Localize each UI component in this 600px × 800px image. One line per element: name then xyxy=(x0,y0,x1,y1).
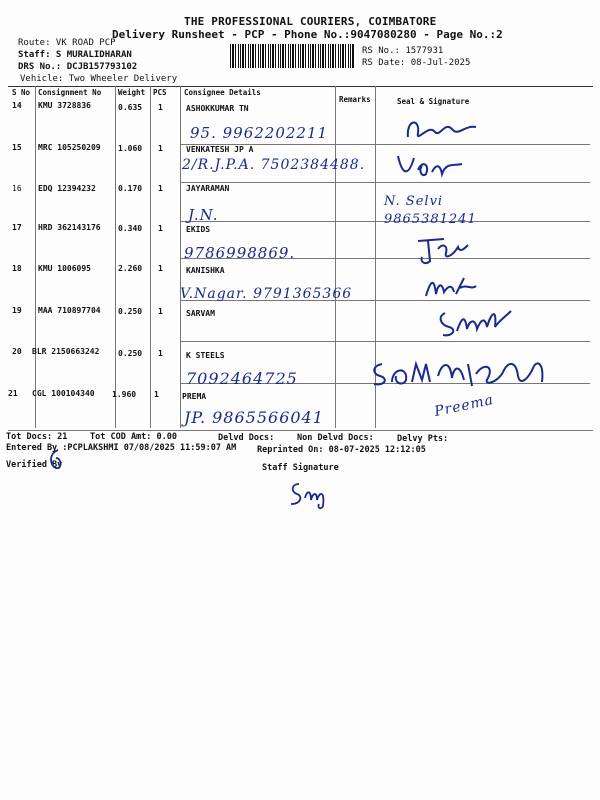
cell-weight: 0.635 xyxy=(118,103,143,112)
cell-weight: 2.260 xyxy=(118,264,143,273)
vehicle-label: Vehicle: Two Wheeler Delivery xyxy=(20,74,178,84)
signature-mark xyxy=(408,235,478,267)
cell-pcs: 1 xyxy=(158,184,163,193)
cell-consignee: KANISHKA xyxy=(186,266,225,275)
reprinted-on: Reprinted On: 08-07-2025 12:12:05 xyxy=(257,445,426,455)
handwritten-note: 95. 9962202211 xyxy=(190,124,329,142)
col-header-remarks: Remarks xyxy=(339,95,371,104)
cell-pcs: 1 xyxy=(158,349,163,358)
staff-signature xyxy=(287,478,337,510)
cell-pcs: 1 xyxy=(158,264,163,273)
delivered-docs: Delvd Docs: xyxy=(218,433,275,443)
staff-label: Staff: S MURALIDHARAN xyxy=(18,50,132,60)
row-divider xyxy=(180,341,590,342)
cell-consignment: CGL 100104340 xyxy=(32,389,95,398)
cell-consignment: EDQ 12394232 xyxy=(38,184,96,193)
signature-mark xyxy=(420,272,480,302)
staff-signature-label: Staff Signature xyxy=(262,463,339,473)
cell-consignee: K STEELS xyxy=(186,351,225,360)
handwritten-note: JP. 9865566041 xyxy=(184,408,324,427)
cell-pcs: 1 xyxy=(158,307,163,316)
cell-consignee: PREMA xyxy=(182,392,207,401)
cell-consignee: VENKATESH JP A xyxy=(186,145,254,154)
signature-mark xyxy=(400,115,485,147)
cell-weight: 0.250 xyxy=(118,349,143,358)
entered-by: Entered By :PCPLAKSHMI 07/08/2025 11:59:07 AM xyxy=(6,443,237,453)
recipient-handwritten: N. Selvi 9865381241 xyxy=(384,194,477,227)
cell-weight: 1.060 xyxy=(118,144,143,153)
col-header-consignee: Consignee Details xyxy=(184,88,261,97)
col-header-pcs: PCS xyxy=(153,88,167,97)
recipient-handwritten: Preema xyxy=(432,391,496,421)
barcode xyxy=(230,44,355,68)
handwritten-note: 9786998869. xyxy=(184,244,296,262)
cell-consignee: JAYARAMAN xyxy=(186,184,230,193)
handwritten-note: J.N. xyxy=(188,206,219,224)
total-cod-amount: Tot COD Amt: 0.00 xyxy=(90,432,177,442)
cell-consignment: BLR 2150663242 xyxy=(32,347,100,356)
non-delivered-docs: Non Delvd Docs: xyxy=(297,433,374,443)
verified-by: Verified By xyxy=(6,460,63,470)
cell-consignee: SARVAM xyxy=(186,309,215,318)
handwritten-note: 7092464725 xyxy=(186,369,298,388)
cell-sno: 16 xyxy=(12,184,22,193)
drs-number: DRS No.: DCJB157793102 xyxy=(18,62,138,72)
handwritten-note: 2/R.J.P.A. 7502384488. xyxy=(182,157,366,173)
cell-consignment: KMU 1006095 xyxy=(38,264,91,273)
cell-consignment: KMU 3728836 xyxy=(38,101,91,110)
rs-date: RS Date: 08-Jul-2025 xyxy=(362,58,471,68)
runsheet-title: Delivery Runsheet - PCP - Phone No.:9047080280 - Page No.:2 xyxy=(112,28,503,41)
cell-sno: 19 xyxy=(12,306,22,315)
col-sep xyxy=(180,86,181,428)
table-top-rule xyxy=(8,86,593,87)
cell-weight: 0.250 xyxy=(118,307,143,316)
col-header-weight: Weight xyxy=(118,88,146,97)
table-bottom-rule xyxy=(8,430,593,431)
col-sep xyxy=(35,86,36,428)
cell-weight: 0.340 xyxy=(118,224,143,233)
col-header-seal: Seal & Signature xyxy=(397,97,470,106)
cell-consignee: EKIDS xyxy=(186,225,211,234)
col-sep xyxy=(150,86,151,428)
cell-pcs: 1 xyxy=(158,103,163,112)
row-divider xyxy=(180,182,590,183)
rs-number: RS No.: 1577931 xyxy=(362,46,444,56)
signature-mark xyxy=(392,150,472,180)
cell-sno: 14 xyxy=(12,101,22,110)
cell-consignment: MRC 105250209 xyxy=(38,143,101,152)
cell-weight: 1.960 xyxy=(112,390,137,399)
cell-pcs: 1 xyxy=(154,390,159,399)
total-docs: Tot Docs: 21 xyxy=(6,432,68,442)
cell-pcs: 1 xyxy=(158,144,163,153)
cell-sno: 18 xyxy=(12,264,22,273)
col-header-consignment: Consignment No xyxy=(38,88,102,97)
company-title: THE PROFESSIONAL COURIERS, COIMBATORE xyxy=(184,15,437,28)
cell-consignment: MAA 710897704 xyxy=(38,306,101,315)
cell-consignee: ASHOKKUMAR TN xyxy=(186,104,249,113)
cell-weight: 0.170 xyxy=(118,184,143,193)
verified-signature xyxy=(46,448,66,472)
cell-sno: 21 xyxy=(8,389,18,398)
cell-sno: 20 xyxy=(12,347,22,356)
cell-sno: 15 xyxy=(12,143,22,152)
route-label: Route: VK ROAD PCP xyxy=(18,38,116,48)
cell-consignment: HRD 362143176 xyxy=(38,223,101,232)
signature-mark xyxy=(435,303,525,339)
col-header-sno: S No xyxy=(12,88,31,97)
col-sep xyxy=(335,86,336,428)
delivery-points: Delvy Pts: xyxy=(397,434,449,444)
cell-sno: 17 xyxy=(12,223,22,232)
col-sep xyxy=(115,86,116,428)
handwritten-note: V.Nagar. 9791365366 xyxy=(180,286,353,302)
cell-pcs: 1 xyxy=(158,224,163,233)
signature-mark xyxy=(368,356,558,394)
